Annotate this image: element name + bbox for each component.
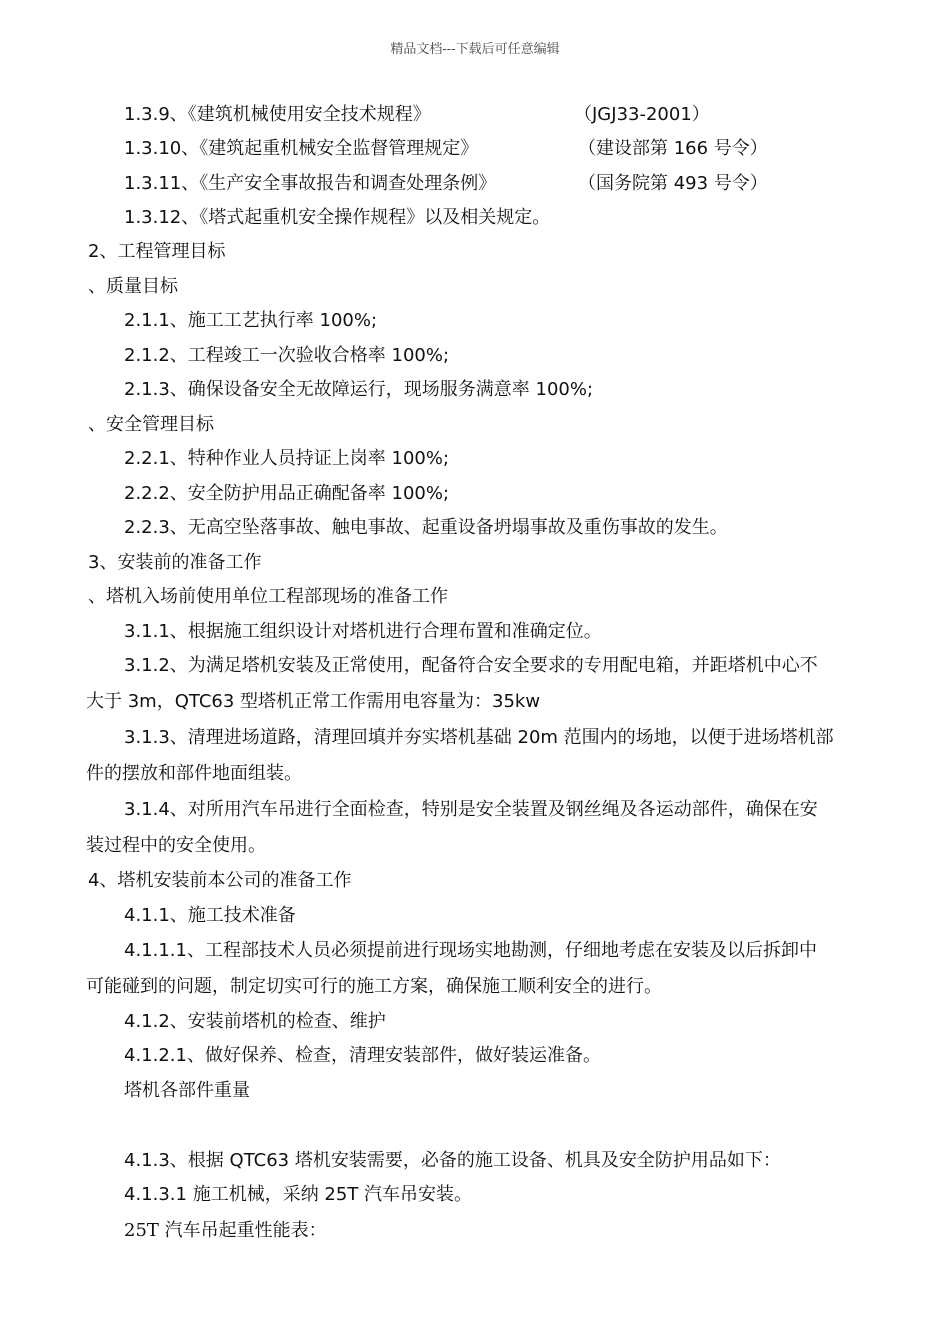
paragraph-line: 2.2.3、无高空坠落事故、触电事故、起重设备坍塌事故及重伤事故的发生。 <box>124 517 728 538</box>
paragraph-line: 2.1.3、确保设备安全无故障运行，现场服务满意率 100%; <box>124 379 594 400</box>
section-heading: 2、工程管理目标 <box>88 241 226 262</box>
paragraph-line: 3.1.1、根据施工组织设计对塔机进行合理布置和准确定位。 <box>124 621 602 642</box>
paragraph-line: 2.1.1、施工工艺执行率 100%; <box>124 310 378 331</box>
paragraph-line: 塔机各部件重量 <box>124 1080 250 1101</box>
paragraph-line: 大于 3m，QTC63 型塔机正常工作需用电容量为：35kw <box>86 691 541 712</box>
paragraph-line: 3.1.2、为满足塔机安装及正常使用，配备符合安全要求的专用配电箱，并距塔机中心不 <box>124 655 818 676</box>
section-heading: 4、塔机安装前本公司的准备工作 <box>88 870 352 891</box>
paragraph-line: 4.1.1、施工技术准备 <box>124 905 296 926</box>
paragraph-line: 1.3.10、《建筑起重机械安全监督管理规定》 <box>124 138 479 159</box>
paragraph-line: 4.1.3、根据 QTC63 塔机安装需要，必备的施工设备、机具及安全防护用品如下： <box>124 1150 781 1171</box>
paragraph-line: 3.1.4、对所用汽车吊进行全面检查，特别是安全装置及钢丝绳及各运动部件，确保在安 <box>124 799 818 820</box>
subsection-heading: 、质量目标 <box>88 276 178 297</box>
subsection-heading: 、安全管理目标 <box>88 414 214 435</box>
reference-code: （建设部第 166 号令） <box>578 138 768 159</box>
paragraph-line: 装过程中的安全使用。 <box>86 835 266 856</box>
paragraph-line: 2.2.2、安全防护用品正确配备率 100%; <box>124 483 450 504</box>
paragraph-line: 1.3.12、《塔式起重机安全操作规程》以及相关规定。 <box>124 207 551 228</box>
reference-code: （JGJ33-2001） <box>574 104 710 125</box>
reference-code: （国务院第 493 号令） <box>578 173 768 194</box>
section-heading: 3、安装前的准备工作 <box>88 552 262 573</box>
paragraph-line: 1.3.11、《生产安全事故报告和调查处理条例》 <box>124 173 497 194</box>
paragraph-line: 件的摆放和部件地面组装。 <box>86 763 302 784</box>
paragraph-line: 4.1.1.1、工程部技术人员必须提前进行现场实地勘测，仔细地考虑在安装及以后拆卸中 <box>124 940 817 961</box>
paragraph-line: 4.1.2、安装前塔机的检查、维护 <box>124 1011 386 1032</box>
paragraph-line: 4.1.2.1、做好保养、检查，清理安装部件，做好装运准备。 <box>124 1045 601 1066</box>
paragraph-line: 可能碰到的问题，制定切实可行的施工方案，确保施工顺利安全的进行。 <box>86 976 662 997</box>
subsection-heading: 、塔机入场前使用单位工程部现场的准备工作 <box>88 586 448 607</box>
paragraph-line: 4.1.3.1 施工机械，采纳 25T 汽车吊安装。 <box>124 1184 473 1205</box>
paragraph-line: 3.1.3、清理进场道路，清理回填并夯实塔机基础 20m 范围内的场地，以便于进场塔机部 <box>124 727 834 748</box>
table-caption: 25T 汽车吊起重性能表： <box>124 1220 327 1241</box>
paragraph-line: 1.3.9、《建筑机械使用安全技术规程》 <box>124 104 431 125</box>
page-header: 精品文档---下载后可任意编辑 <box>390 42 560 57</box>
paragraph-line: 2.2.1、特种作业人员持证上岗率 100%; <box>124 448 450 469</box>
paragraph-line: 2.1.2、工程竣工一次验收合格率 100%; <box>124 345 450 366</box>
